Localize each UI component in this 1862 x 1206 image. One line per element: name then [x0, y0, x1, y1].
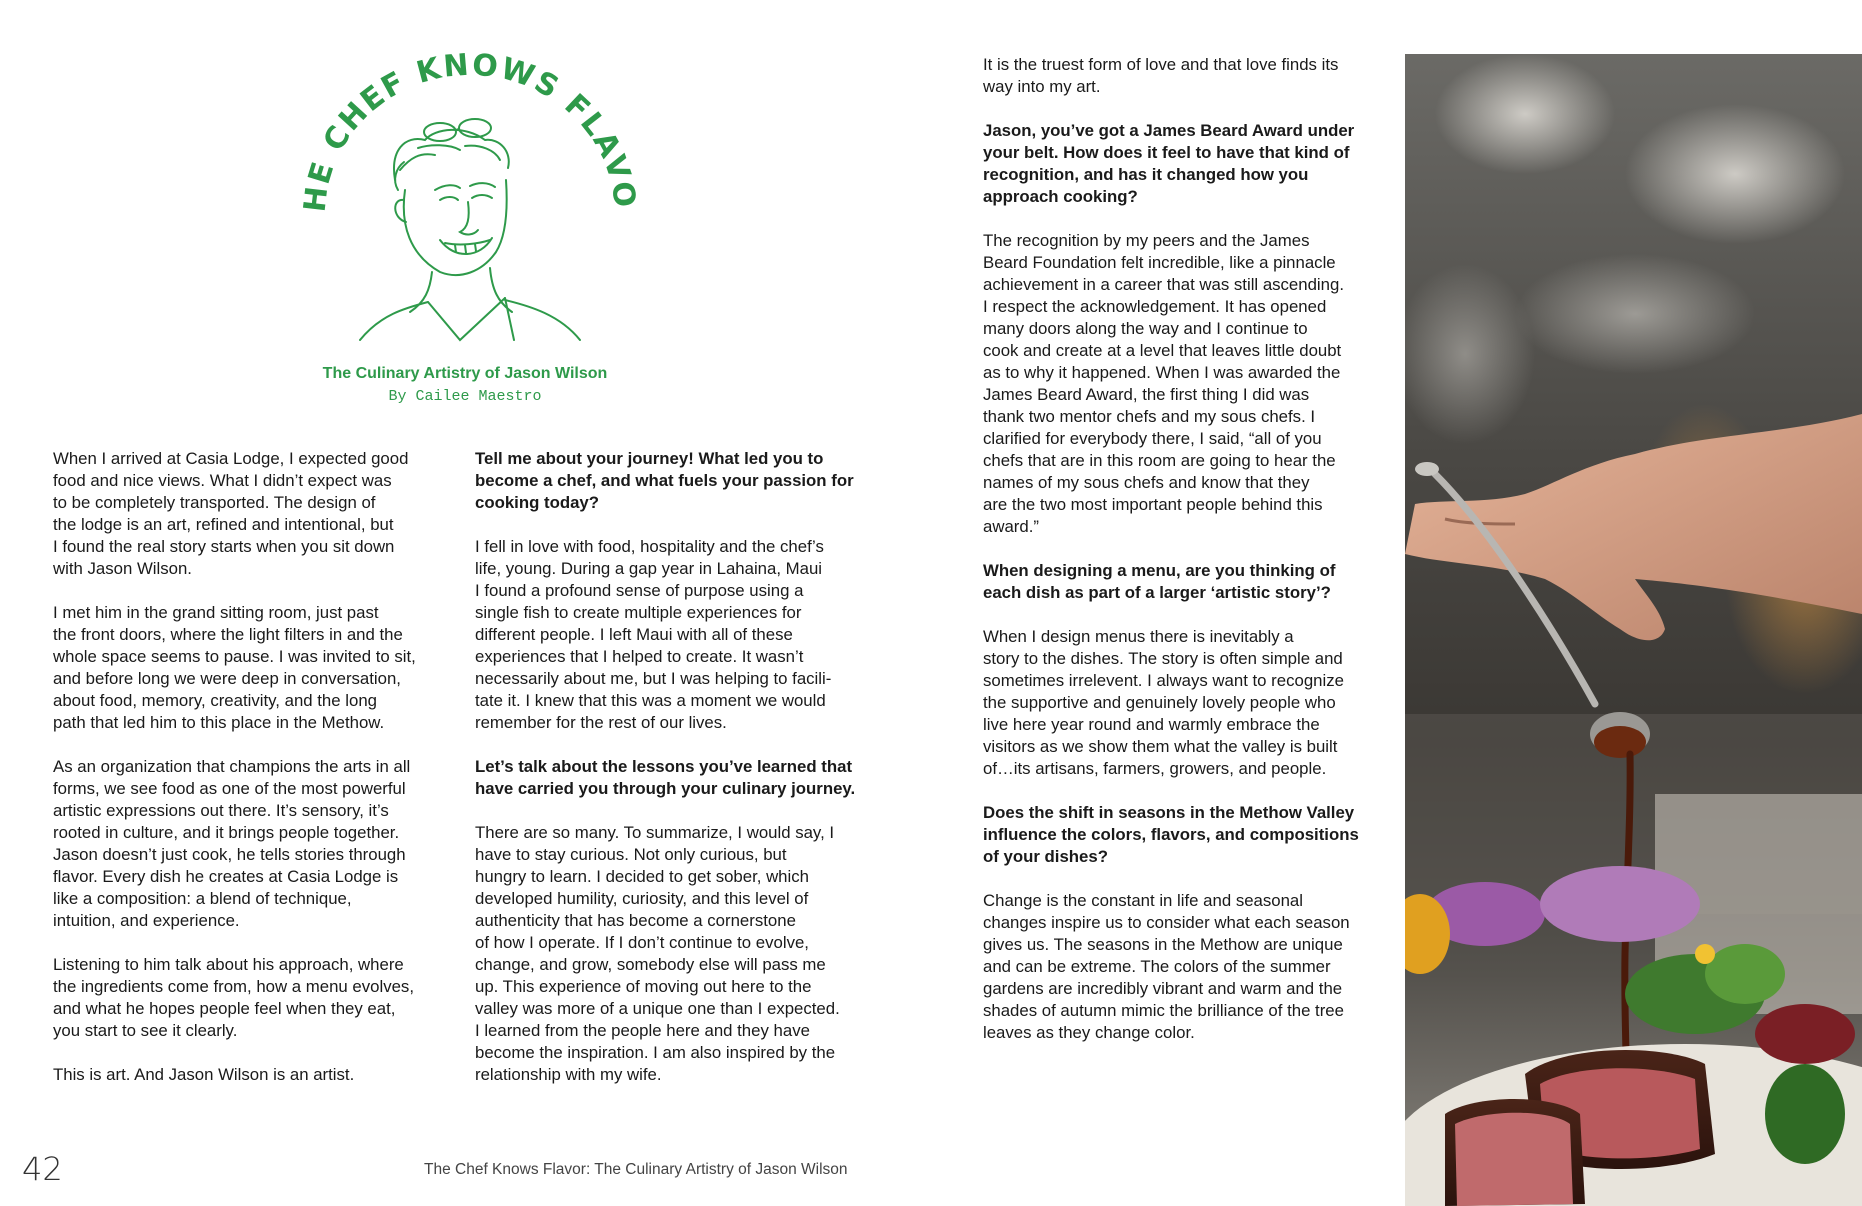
interview-question: Tell me about your journey! What led you to become a chef, and what fuels your passion for cooking today? — [475, 449, 854, 512]
chef-plating-photo — [1405, 54, 1862, 1206]
intro-paragraph: I met him in the grand sitting room, just past the front doors, where the light filters in and the whole space seems to pause. I was invited to sit, and before long we were deep in conversation, about food, memory, creativity, and the long path that led him to this place in the Methow. — [53, 603, 416, 732]
interview-answer: The recognition by my peers and the James Beard Foundation felt incredible, like a pinnacle achievement in a career that was still ascending. I respect the acknowledgement. It has opened many doors along the way and I continue to cook and create at a level that leaves little doubt as to why it happened. When I was awarded the James Beard Award, the first thing I did was thank two mentor chefs and my sous chefs. I clarified for everybody there, I said, “all of you chefs that are in this room are going to hear the names of my sous chefs and know that they are the two most important people behind this award.” — [983, 231, 1344, 536]
interview-answer: Change is the constant in life and seasonal changes inspire us to consider what each season gives us. The seasons in the Methow are unique and can be extreme. The colors of the summer gardens are incredibly vibrant and warm and the shades of autumn mimic the brilliance of the tree leaves as they change color. — [983, 891, 1350, 1042]
interview-answer: There are so many. To summarize, I would say, I have to stay curious. Not only curious, but hungry to learn. I decided to get sober, which developed humility, curiosity, and this level of authenticity that has become a cornerstone of how I operate. If I don’t continue to evolve, change, and grow, somebody else will pass me up. This experience of moving out here to the valley was more of a unique one than I expected. I learned from the people here and they have become the inspiration. I am also inspired by the relationship with my wife. — [475, 823, 840, 1084]
interview-question: Jason, you’ve got a James Beard Award under your belt. How does it feel to have that kind of recognition, and has it changed how you approach cooking? — [983, 121, 1355, 206]
article-column-3 — [983, 54, 1393, 1066]
interview-answer: When I design menus there is inevitably a story to the dishes. The story is often simple and sometimes irrelevent. I always want to recognize the supportive and genuinely lovely people who live here year round and warmly embrace the visitors as we show them what the valley is built of…its artisans, farmers, growers, and people. — [983, 627, 1344, 778]
page-number: 42 — [22, 1150, 63, 1188]
interview-question: Let’s talk about the lessons you’ve learned that have carried you through your culinary journey. — [475, 757, 856, 798]
article-byline: By Cailee Maestro — [388, 388, 542, 405]
chef-knows-flavor-logo — [300, 40, 640, 360]
intro-paragraph: This is art. And Jason Wilson is an artist. — [53, 1065, 355, 1084]
interview-answer: I fell in love with food, hospitality and the chef’s life, young. During a gap year in Lahaina, Maui I found a profound sense of purpose using a single fish to create multiple experiences for different people. I left Maui with all of these experiences that I helped to create. It wasn’t necessarily about me, but I was helping to facili- tate it. I knew that this was a moment we would remember for the rest of our lives. — [475, 537, 832, 732]
intro-paragraph: When I arrived at Casia Lodge, I expected good food and nice views. What I didn’t expect was to be completely transported. The design of the lodge is an art, refined and intentional, but I found the real story starts when you sit down with Jason Wilson. — [53, 449, 409, 578]
article-subtitle: The Culinary Artistry of Jason Wilson — [322, 365, 608, 382]
article-column-1 — [53, 448, 458, 1108]
intro-paragraph: As an organization that champions the arts in all forms, we see food as one of the most powerful artistic expressions out there. It’s sensory, it’s rooted in culture, and it brings people together. Jason doesn’t just cook, he tells stories through flavor. Every dish he creates at Casia Lodge is like a composition: a blend of technique, intuition, and experience. — [53, 757, 411, 930]
logo-arc-text: HE CHEF KNOWS FLAVO — [300, 47, 640, 214]
article-column-2 — [475, 448, 895, 1108]
intro-paragraph: Listening to him talk about his approach, where the ingredients come from, how a menu evolves, and what he hopes people feel when they eat, you start to see it clearly. — [53, 955, 414, 1040]
interview-question: Does the shift in seasons in the Methow Valley influence the colors, flavors, and compositions of your dishes? — [983, 803, 1359, 866]
interview-question: When designing a menu, are you thinking of each dish as part of a larger ‘artistic story’? — [983, 561, 1336, 602]
running-footer-title: The Chef Knows Flavor: The Culinary Artistry of Jason Wilson — [424, 1161, 848, 1178]
interview-answer-continued: It is the truest form of love and that love finds its way into my art. — [983, 55, 1339, 96]
chef-portrait-illustration — [360, 119, 580, 340]
